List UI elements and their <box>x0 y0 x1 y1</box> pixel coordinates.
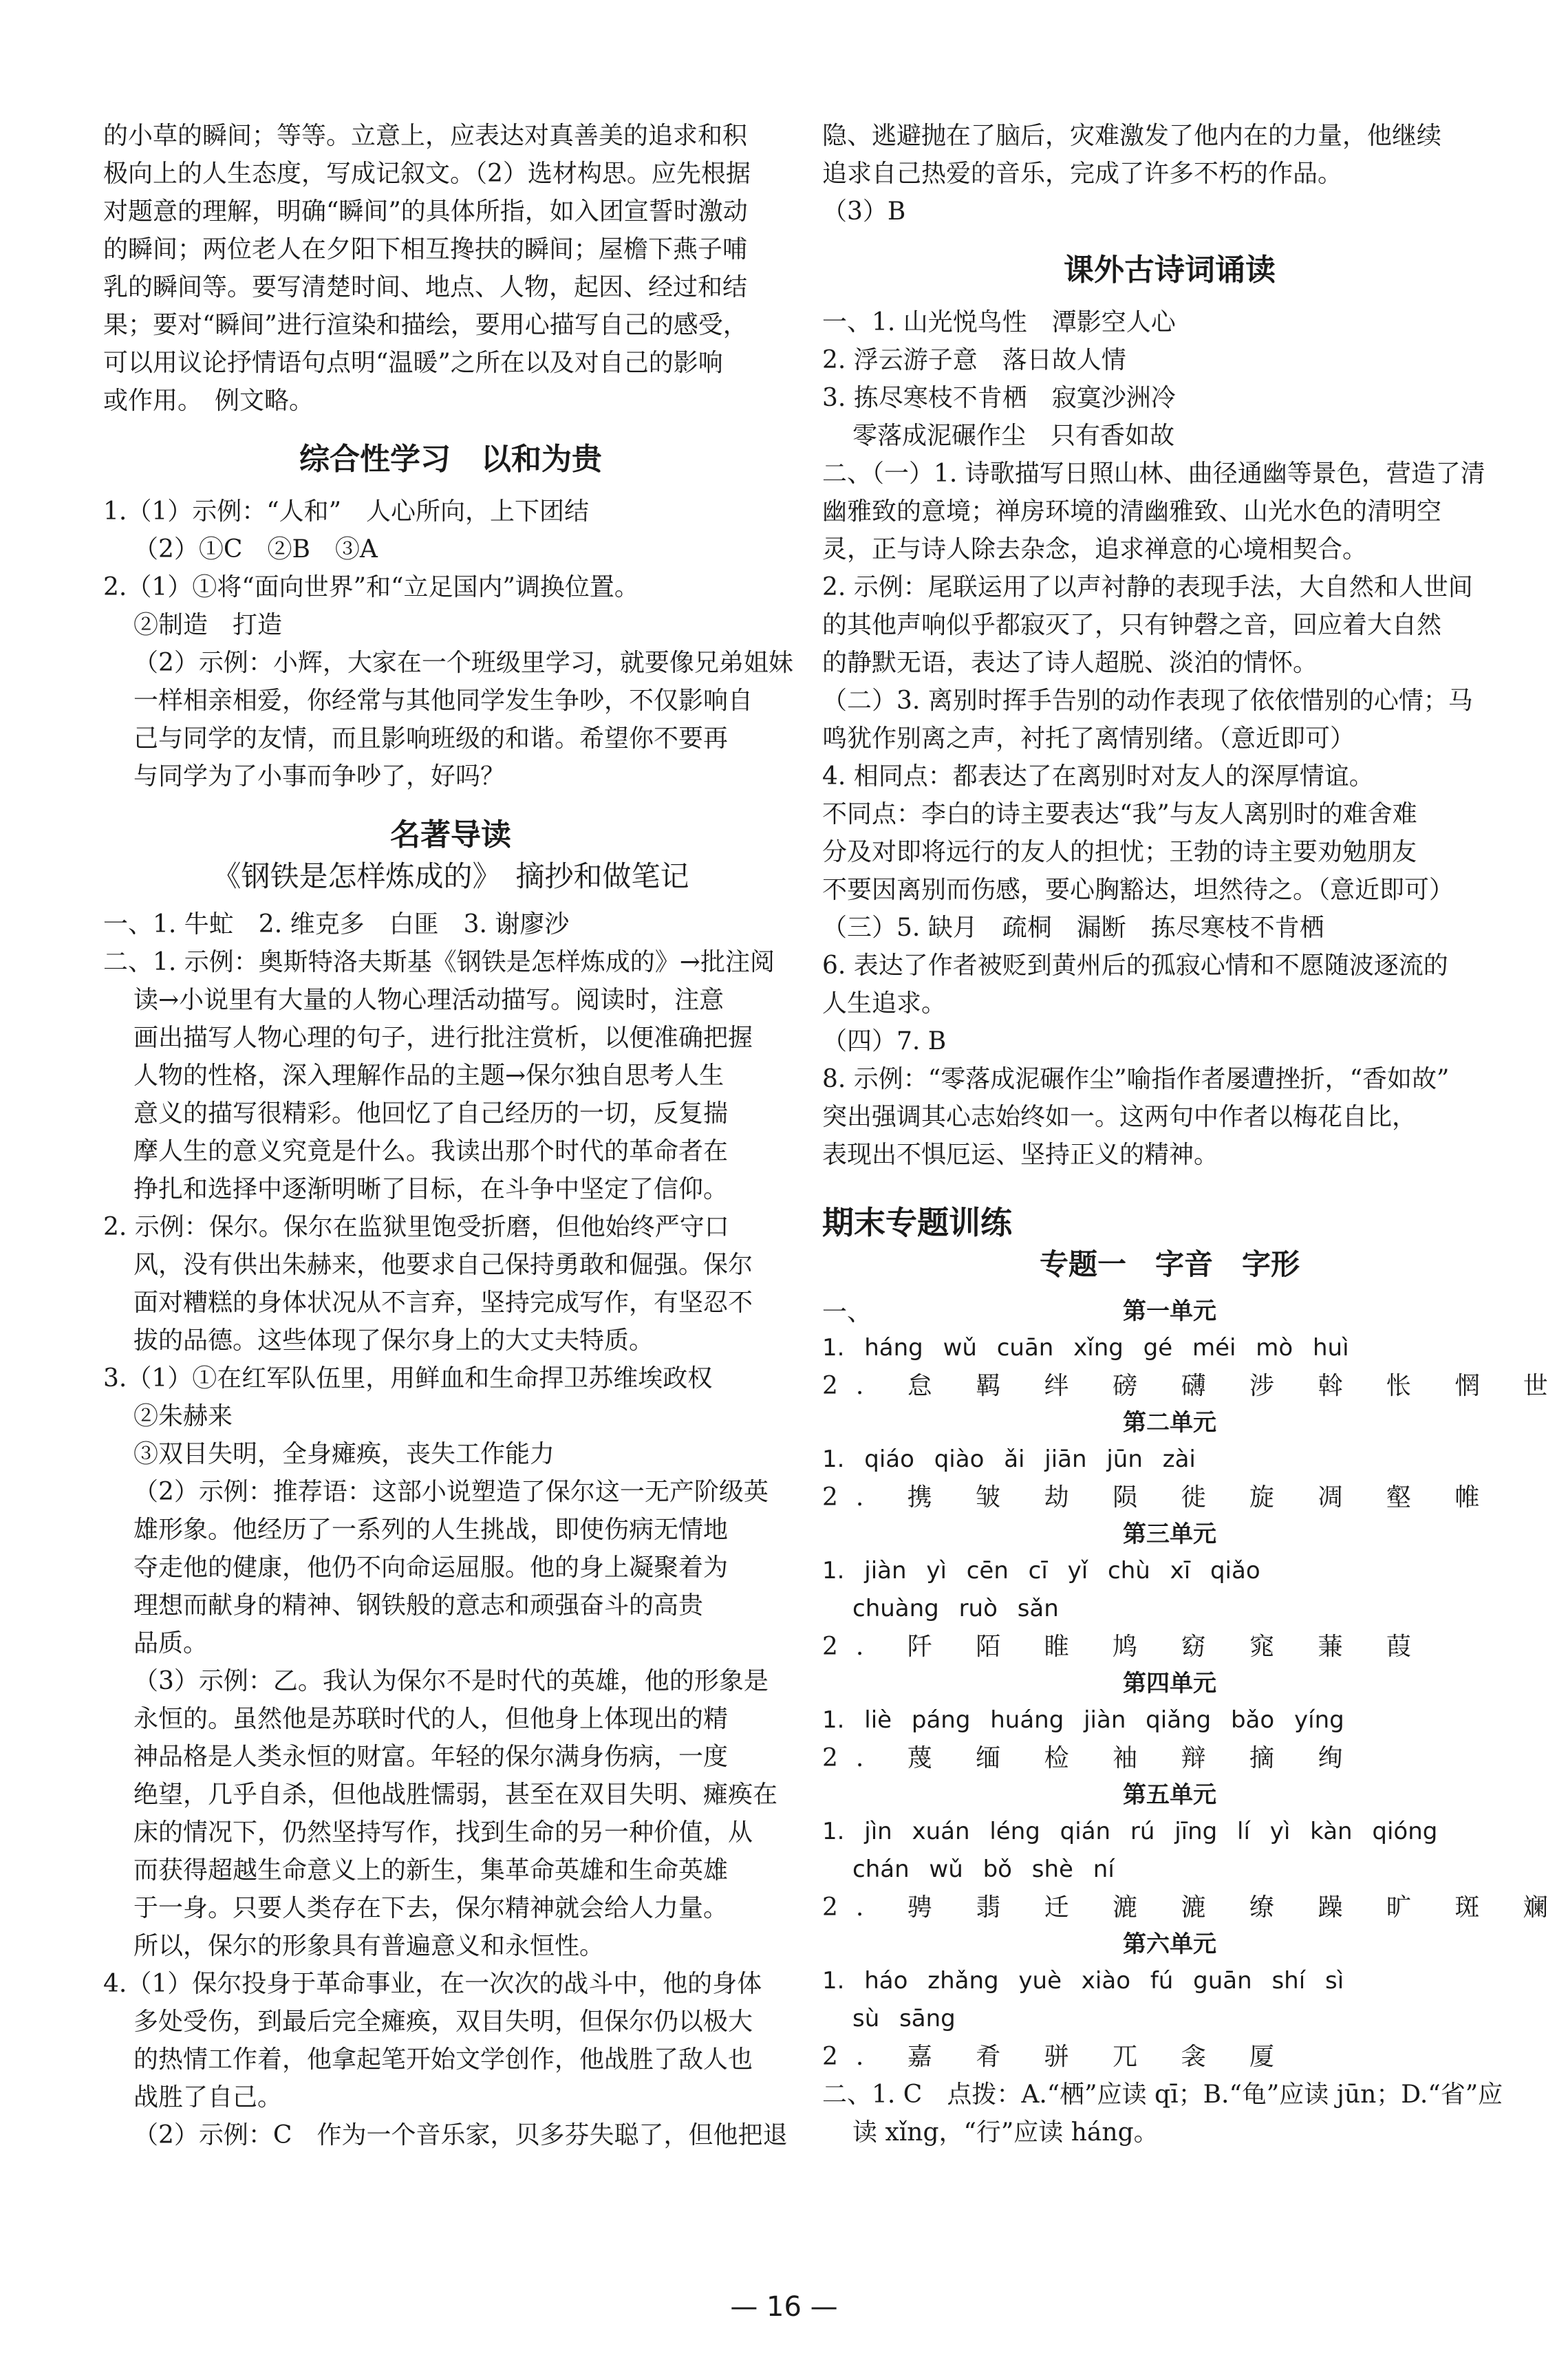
pinyin-line: 1. qiáo qiào ǎi jiān jūn zài <box>822 1446 1196 1473</box>
text-line: 神品格是人类永恒的财富。年轻的保尔满身伤病，一度 <box>133 1743 729 1771</box>
text-line: 一、1. 牛虻 2. 维克多 白匪 3. 谢廖沙 <box>103 910 570 938</box>
text-line: 表现出不惧厄运、坚持正义的精神。 <box>822 1141 1219 1169</box>
chapter-title: 期末专题训练 <box>822 1204 1012 1241</box>
text-line: 追求自己热爱的音乐，完成了许多不朽的作品。 <box>822 160 1343 188</box>
text-line: 乳的瞬间等。要写清楚时间、地点、人物，起因、经过和结 <box>103 273 748 301</box>
text-line: 床的情况下，仍然坚持写作，找到生命的另一种价值，从 <box>133 1818 753 1847</box>
chars-line: 2. 阡 陌 睢 鸠 窈 窕 蒹 葭 <box>822 1633 1429 1661</box>
text-line: 分及对即将远行的友人的担忧；王勃的诗主要劝勉朋友 <box>822 838 1417 866</box>
text-line: 永恒的。虽然他是苏联时代的人，但他身上体现出的精 <box>133 1705 729 1733</box>
unit-heading: 第四单元 <box>1123 1670 1216 1697</box>
unit-heading: 第六单元 <box>1123 1931 1216 1958</box>
unit-heading: 第二单元 <box>1123 1409 1216 1437</box>
pinyin-line: chán wǔ bǒ shè ní <box>852 1856 1115 1883</box>
pinyin-line: sù sāng <box>852 2005 956 2032</box>
text-line: 的瞬间；两位老人在夕阳下相互搀扶的瞬间；屋檐下燕子哺 <box>103 235 748 264</box>
text-line: 摩人生的意义究竟是什么。我读出那个时代的革命者在 <box>133 1137 729 1165</box>
pinyin-line: 1. jìn xuán léng qián rú jīng lí yì kàn qióng <box>822 1818 1438 1845</box>
text-line: 8. 示例：“零落成泥碾作尘”喻指作者屡遭挫折，“香如故” <box>822 1065 1450 1093</box>
text-line: （四）7. B <box>822 1027 947 1055</box>
text-line: 隐、逃避抛在了脑后，灾难激发了他内在的力量，他继续 <box>822 122 1442 150</box>
chars-line: 2. 怠 羁 绊 磅 礴 涉 斡 怅 惘 世 <box>822 1372 1566 1400</box>
section-subtitle: 专题一 字音 字形 <box>1039 1247 1300 1281</box>
text-line: 4. 相同点：都表达了在离别时对友人的深厚情谊。 <box>822 762 1374 791</box>
unit-heading: 第一单元 <box>1123 1298 1216 1325</box>
text-line: （2）①C ②B ③A <box>133 535 378 563</box>
text-line: （2）示例：C 作为一个音乐家，贝多芬失聪了，但他把退 <box>133 2121 788 2149</box>
text-line: ②制造 打造 <box>133 611 283 639</box>
text-line: 或作用。 例文略。 <box>103 387 314 415</box>
text-line: 读 xǐng，“行”应读 háng。 <box>852 2118 1159 2147</box>
text-line: 一样相亲相爱，你经常与其他同学发生争吵，不仅影响自 <box>133 687 753 715</box>
chars-line: 2. 骋 翡 迁 漉 漉 缭 躁 旷 斑 斓 <box>822 1893 1566 1922</box>
text-line: 挣扎和选择中逐渐明晰了目标，在斗争中坚定了信仰。 <box>133 1175 729 1203</box>
section-title: 课外古诗词诵读 <box>1064 252 1276 288</box>
section-title: 综合性学习 以和为贵 <box>299 442 602 477</box>
intro-paragraph <box>103 117 798 420</box>
text-line: 零落成泥碾作尘 只有香如故 <box>852 422 1175 450</box>
text-line: 二、1. C 点拨：A.“栖”应读 qī；B.“龟”应读 jūn；D.“省”应 <box>822 2081 1503 2109</box>
text-line: （3）B <box>822 197 906 226</box>
text-line: 拔的品德。这些体现了保尔身上的大丈夫特质。 <box>133 1326 654 1355</box>
text-line: 意义的描写很精彩。他回忆了自己经历的一切，反复揣 <box>133 1099 729 1128</box>
text-line: 所以，保尔的形象具有普遍意义和永恒性。 <box>133 1932 605 1960</box>
text-line: 6. 表达了作者被贬到黄州后的孤寂心情和不愿随波逐流的 <box>822 952 1448 980</box>
text-line: 1.（1）示例：“人和” 人心所向，上下团结 <box>103 497 590 526</box>
text-line: 的静默无语，表达了诗人超脱、淡泊的情怀。 <box>822 649 1318 677</box>
text-line: 二、（一）1. 诗歌描写日照山林、曲径通幽等景色，营造了清 <box>822 460 1485 488</box>
text-line: ③双目失明，全身瘫痪，丧失工作能力 <box>133 1440 555 1468</box>
text-line: 2. 浮云游子意 落日故人情 <box>822 346 1126 374</box>
text-line: （2）示例：推荐语：这部小说塑造了保尔这一无产阶级英 <box>133 1478 769 1506</box>
section-body <box>822 303 1517 1174</box>
text-line: 而获得超越生命意义上的新生，集革命英雄和生命英雄 <box>133 1856 729 1884</box>
text-line: 不同点：李白的诗主要表达“我”与友人离别时的难舍难 <box>822 800 1417 828</box>
text-line: 人物的性格，深入理解作品的主题→保尔独自思考人生 <box>133 1062 724 1090</box>
text-line: 于一身。只要人类存在下去，保尔精神就会给人力量。 <box>133 1894 729 1922</box>
text-line: 不要因离别而伤感，要心胸豁达，坦然待之。（意近即可） <box>822 876 1454 904</box>
text-line: 果；要对“瞬间”进行渲染和描绘，要用心描写自己的感受， <box>103 311 748 339</box>
chars-line: 2. 蔑 缅 检 袖 辩 摘 绚 <box>822 1744 1361 1772</box>
text-line: 读→小说里有大量的人物心理活动描写。阅读时，注意 <box>133 986 724 1014</box>
text-line: （三）5. 缺月 疏桐 漏断 拣尽寒枝不肯栖 <box>822 914 1324 942</box>
text-line: 的热情工作着，他拿起笔开始文学创作，他战胜了敌人也 <box>133 2045 753 2074</box>
text-line: （2）示例：小辉，大家在一个班级里学习，就要像兄弟姐妹 <box>133 649 793 677</box>
section-body <box>103 905 798 2154</box>
text-line: 幽雅致的意境；禅房环境的清幽雅致、山光水色的清明空 <box>822 497 1442 526</box>
section-marker: 一、 <box>822 1298 872 1326</box>
text-line: 的其他声响似乎都寂灭了，只有钟磬之音，回应着大自然 <box>822 611 1442 639</box>
text-line: 品质。 <box>133 1629 208 1657</box>
unit-heading: 第五单元 <box>1123 1781 1216 1809</box>
text-line: （二）3. 离别时挥手告别的动作表现了依依惜别的心情；马 <box>822 687 1473 715</box>
text-line: 与同学为了小事而争吵了，好吗？ <box>133 762 506 791</box>
text-line: 灵，正与诗人除去杂念，追求禅意的心境相契合。 <box>822 535 1368 563</box>
pinyin-line: 1. háo zhǎng yuè xiào fú guān shí sì <box>822 1967 1344 1995</box>
text-line: 一、1. 山光悦鸟性 潭影空人心 <box>822 308 1176 336</box>
text-line: 2. 示例：保尔。保尔在监狱里饱受折磨，但他始终严守口 <box>103 1213 729 1241</box>
text-line: 画出描写人物心理的句子，进行批注赏析，以便准确把握 <box>133 1024 753 1052</box>
text-line: 2.（1）①将“面向世界”和“立足国内”调换位置。 <box>103 573 639 601</box>
section-body <box>103 493 798 795</box>
pinyin-line: 1. jiàn yì cēn cī yǐ chù xī qiǎo <box>822 1557 1260 1584</box>
unit-heading: 第三单元 <box>1123 1521 1216 1548</box>
text-line: 4.（1）保尔投身于革命事业，在一次次的战斗中，他的身体 <box>103 1970 762 1998</box>
text-line: 多处受伤，到最后完全瘫痪，双目失明，但保尔仍以极大 <box>133 2008 753 2036</box>
text-line: 二、1. 示例：奥斯特洛夫斯基《钢铁是怎样炼成的》→批注阅 <box>103 948 775 976</box>
text-line: 突出强调其心志始终如一。这两句中作者以梅花自比， <box>822 1103 1417 1131</box>
pinyin-line: 1. liè páng huáng jiàn qiǎng bǎo yíng <box>822 1706 1344 1734</box>
continued-answer <box>822 117 1517 230</box>
text-line: 人生追求。 <box>822 989 947 1018</box>
pinyin-line: chuàng ruò sǎn <box>852 1595 1059 1622</box>
text-line: 战胜了自己。 <box>133 2083 283 2112</box>
text-line: 极向上的人生态度，写成记叙文。（2）选材构思。应先根据 <box>103 160 751 188</box>
text-line: 绝望，几乎自杀，但他战胜懦弱，甚至在双目失明、瘫痪在 <box>133 1781 778 1809</box>
pinyin-line: 1. háng wǔ cuān xǐng gé méi mò huì <box>822 1334 1349 1362</box>
text-line: 2. 示例：尾联运用了以声衬静的表现手法，大自然和人世间 <box>822 573 1473 601</box>
text-line: 雄形象。他经历了一系列的人生挑战，即使伤病无情地 <box>133 1516 729 1544</box>
text-line: 3.（1）①在红军队伍里，用鲜血和生命捍卫苏维埃政权 <box>103 1364 713 1393</box>
text-line: 的小草的瞬间；等等。立意上，应表达对真善美的追求和积 <box>103 122 748 150</box>
text-line: 对题意的理解，明确“瞬间”的具体所指，如入团宣誓时激动 <box>103 197 748 226</box>
text-line: 理想而献身的精神、钢铁般的意志和顽强奋斗的高贵 <box>133 1591 704 1620</box>
text-line: 夺走他的健康，他仍不向命运屈服。他的身上凝聚着为 <box>133 1554 729 1582</box>
final-answer <box>822 2076 1517 2151</box>
right-column <box>822 117 1566 2151</box>
text-line: ②朱赫来 <box>133 1402 233 1430</box>
text-line: 面对糟糕的身体状况从不言弃，坚持完成写作，有坚忍不 <box>133 1289 753 1317</box>
text-line: （3）示例：乙。我认为保尔不是时代的英雄，他的形象是 <box>133 1667 769 1695</box>
text-line: 风，没有供出朱赫来，他要求自己保持勇敢和倔强。保尔 <box>133 1251 753 1279</box>
page-number: — 16 — <box>730 2291 838 2323</box>
unit-list <box>822 1293 1566 2076</box>
text-line: 可以用议论抒情语句点明“温暖”之所在以及对自己的影响 <box>103 349 723 377</box>
chars-line: 2. 嘉 肴 骈 兀 衾 厦 <box>822 2043 1293 2071</box>
text-line: 鸣犹作别离之声，衬托了离情别绪。（意近即可） <box>822 724 1355 753</box>
left-column <box>103 117 798 2154</box>
text-line: 己与同学的友情，而且影响班级的和谐。希望你不要再 <box>133 724 729 753</box>
section-subtitle: 《钢铁是怎样炼成的》 摘抄和做笔记 <box>212 859 689 893</box>
text-line: 3. 拣尽寒枝不肯栖 寂寞沙洲冷 <box>822 384 1176 412</box>
chars-line: 2. 携 皱 劫 陨 徙 旋 凋 壑 帷 <box>822 1483 1498 1512</box>
section-title: 名著导读 <box>390 817 511 852</box>
